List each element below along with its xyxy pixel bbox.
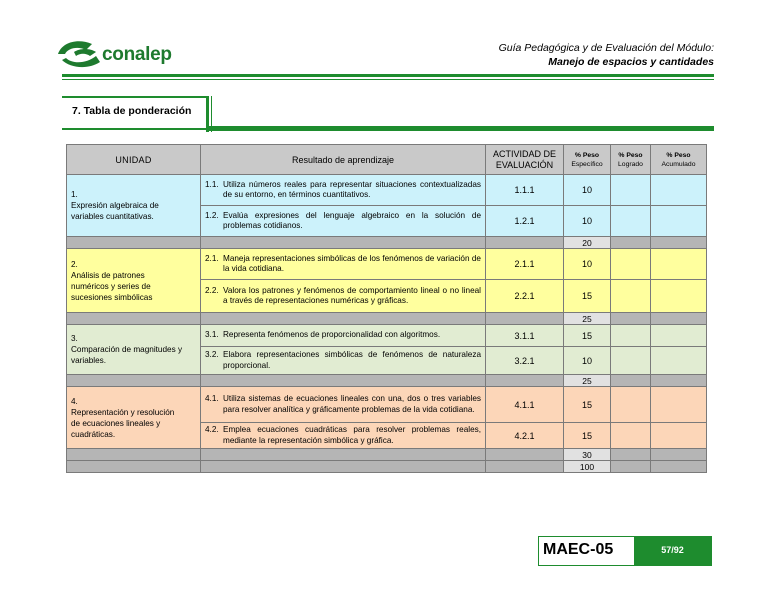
unit-cell-2 <box>67 249 201 313</box>
subtotal-blank <box>486 449 564 461</box>
weight-accumulated <box>651 175 707 206</box>
unit-number: 2. <box>71 259 78 269</box>
unit-cell-4 <box>67 387 201 449</box>
weight-specific: 15 <box>564 387 611 423</box>
subtotal-blank <box>67 237 201 249</box>
subtotal-row <box>67 237 707 249</box>
header-actividad-line1: ACTIVIDAD DE <box>492 148 556 159</box>
result-cell <box>201 325 486 347</box>
section-underline-bar <box>206 126 714 131</box>
module-name: Manejo de espacios y cantidades <box>548 56 714 68</box>
subtotal-value: 30 <box>564 449 611 461</box>
result-number: 2.2. <box>205 285 219 295</box>
weight-achieved <box>611 175 651 206</box>
total-blank <box>486 461 564 473</box>
activity-cell: 1.1.1 <box>486 175 564 206</box>
page-number: 57/92 <box>661 545 684 555</box>
weight-specific: 15 <box>564 280 611 313</box>
activity-cell: 4.1.1 <box>486 387 564 423</box>
table-row <box>67 325 707 347</box>
subtotal-value: 20 <box>564 237 611 249</box>
subtotal-blank <box>611 313 651 325</box>
total-blank <box>201 461 486 473</box>
result-text: Valora los patrones y fenómenos de comportamiento lineal o no lineal a través de representaciones numéricas y gráficas. <box>223 285 481 305</box>
weight-accumulated <box>651 325 707 347</box>
unit-name: Representación y resolución de ecuaciones lineales y cuadráticas. <box>71 407 175 439</box>
header-rule <box>62 74 714 77</box>
header-resultado: Resultado de aprendizaje <box>201 145 486 175</box>
header-rule-thin <box>62 79 714 80</box>
weight-achieved <box>611 325 651 347</box>
unit-name: Comparación de magnitudes y variables. <box>71 345 183 365</box>
activity-cell: 3.2.1 <box>486 347 564 375</box>
unit-cell-3 <box>67 325 201 375</box>
result-text: Utiliza sistemas de ecuaciones lineales con una, dos o tres variables para resolver analítica y gráficamente problemas de la vida cotidiana. <box>223 394 481 414</box>
subtotal-blank <box>651 449 707 461</box>
result-text: Representa fenómenos de proporcionalidad con algoritmos. <box>223 330 441 340</box>
result-cell <box>201 387 486 423</box>
weight-achieved <box>611 249 651 280</box>
subtotal-value: 25 <box>564 313 611 325</box>
total-blank <box>611 461 651 473</box>
weighting-table <box>66 144 707 473</box>
result-cell <box>201 280 486 313</box>
weight-specific: 15 <box>564 423 611 449</box>
result-text: Emplea ecuaciones cuadráticas para resolver problemas reales, mediante la representación simbólica y gráfica. <box>223 425 481 445</box>
header-peso-logrado <box>611 145 651 175</box>
weight-accumulated <box>651 423 707 449</box>
total-row <box>67 461 707 473</box>
unit-cell-1 <box>67 175 201 237</box>
result-cell <box>201 347 486 375</box>
table-row <box>67 175 707 206</box>
header-peso-label: % Peso <box>618 151 643 159</box>
weight-accumulated <box>651 249 707 280</box>
subtotal-blank <box>486 237 564 249</box>
subtotal-value: 25 <box>564 375 611 387</box>
weight-specific: 10 <box>564 347 611 375</box>
weight-accumulated <box>651 347 707 375</box>
result-cell <box>201 249 486 280</box>
total-blank <box>67 461 201 473</box>
result-number: 3.1. <box>205 330 219 340</box>
table-header-row <box>67 145 707 175</box>
unit-number: 1. <box>71 190 78 199</box>
weight-specific: 10 <box>564 175 611 206</box>
activity-cell: 2.2.1 <box>486 280 564 313</box>
activity-cell: 4.2.1 <box>486 423 564 449</box>
subtotal-blank <box>611 449 651 461</box>
section-title: 7. Tabla de ponderación <box>72 105 192 117</box>
subtotal-blank <box>486 313 564 325</box>
subtotal-blank <box>67 313 201 325</box>
header-especifico: Específico <box>571 160 603 168</box>
result-number: 3.2. <box>205 350 219 359</box>
weight-specific: 10 <box>564 206 611 237</box>
weight-accumulated <box>651 206 707 237</box>
result-text: Utiliza números reales para representar situaciones contextualizadas de su entorno, en términos cuantitativos. <box>223 179 481 199</box>
result-cell <box>201 175 486 206</box>
weight-achieved <box>611 423 651 449</box>
result-number: 1.1. <box>205 179 219 189</box>
section-frame-top <box>62 96 209 98</box>
activity-cell: 2.1.1 <box>486 249 564 280</box>
unit-name: Análisis de patrones numéricos y series de sucesiones simbólicas <box>71 270 153 302</box>
weight-specific: 10 <box>564 249 611 280</box>
header-peso-acumulado <box>651 145 707 175</box>
result-number: 4.2. <box>205 425 219 434</box>
subtotal-blank <box>651 313 707 325</box>
header-actividad-line2: EVALUACIÓN <box>495 159 554 170</box>
header-peso-especifico <box>564 145 611 175</box>
subtotal-row <box>67 313 707 325</box>
result-text: Elabora representaciones simbólicas de fenómenos de naturaleza proporcional. <box>223 350 481 370</box>
subtotal-blank <box>67 375 201 387</box>
result-number: 1.2. <box>205 210 219 220</box>
weight-achieved <box>611 387 651 423</box>
header-unidad: UNIDAD <box>67 145 201 175</box>
weight-accumulated <box>651 280 707 313</box>
subtotal-blank <box>201 449 486 461</box>
module-code: MAEC-05 <box>543 541 614 558</box>
subtotal-row <box>67 375 707 387</box>
result-text: Evalúa expresiones del lenguaje algebraico en la solución de problemas cotidianos. <box>223 210 481 230</box>
guide-title: Guía Pedagógica y de Evaluación del Módulo: <box>498 42 714 54</box>
section-frame-bottom <box>62 128 209 130</box>
weight-achieved <box>611 347 651 375</box>
subtotal-blank <box>651 375 707 387</box>
subtotal-blank <box>651 237 707 249</box>
table-row <box>67 387 707 423</box>
result-cell <box>201 206 486 237</box>
unit-name: Expresión algebraica de variables cuantitativas. <box>71 201 159 221</box>
table-row <box>67 249 707 280</box>
weight-accumulated <box>651 387 707 423</box>
subtotal-blank <box>201 375 486 387</box>
header-actividad <box>486 145 564 175</box>
activity-cell: 3.1.1 <box>486 325 564 347</box>
header-logrado: Logrado <box>618 160 643 168</box>
header-peso-label: % Peso <box>574 151 600 159</box>
weight-achieved <box>611 206 651 237</box>
weight-specific: 15 <box>564 325 611 347</box>
result-text: Maneja representaciones simbólicas de los fenómenos de variación de la vida cotidiana. <box>223 253 481 273</box>
subtotal-blank <box>611 237 651 249</box>
result-cell <box>201 423 486 449</box>
result-number: 4.1. <box>205 394 219 403</box>
subtotal-blank <box>486 375 564 387</box>
subtotal-blank <box>611 375 651 387</box>
unit-number: 3. <box>71 334 78 343</box>
header-peso-label: % Peso <box>666 151 691 159</box>
activity-cell: 1.2.1 <box>486 206 564 237</box>
header-acumulado: Acumulado <box>661 160 696 168</box>
result-number: 2.1. <box>205 253 219 263</box>
unit-number: 4. <box>71 396 78 406</box>
subtotal-blank <box>67 449 201 461</box>
subtotal-blank <box>201 237 486 249</box>
subtotal-blank <box>201 313 486 325</box>
brand-name: conalep <box>102 44 172 65</box>
weight-achieved <box>611 280 651 313</box>
subtotal-row <box>67 449 707 461</box>
total-blank <box>651 461 707 473</box>
total-value: 100 <box>564 461 611 473</box>
